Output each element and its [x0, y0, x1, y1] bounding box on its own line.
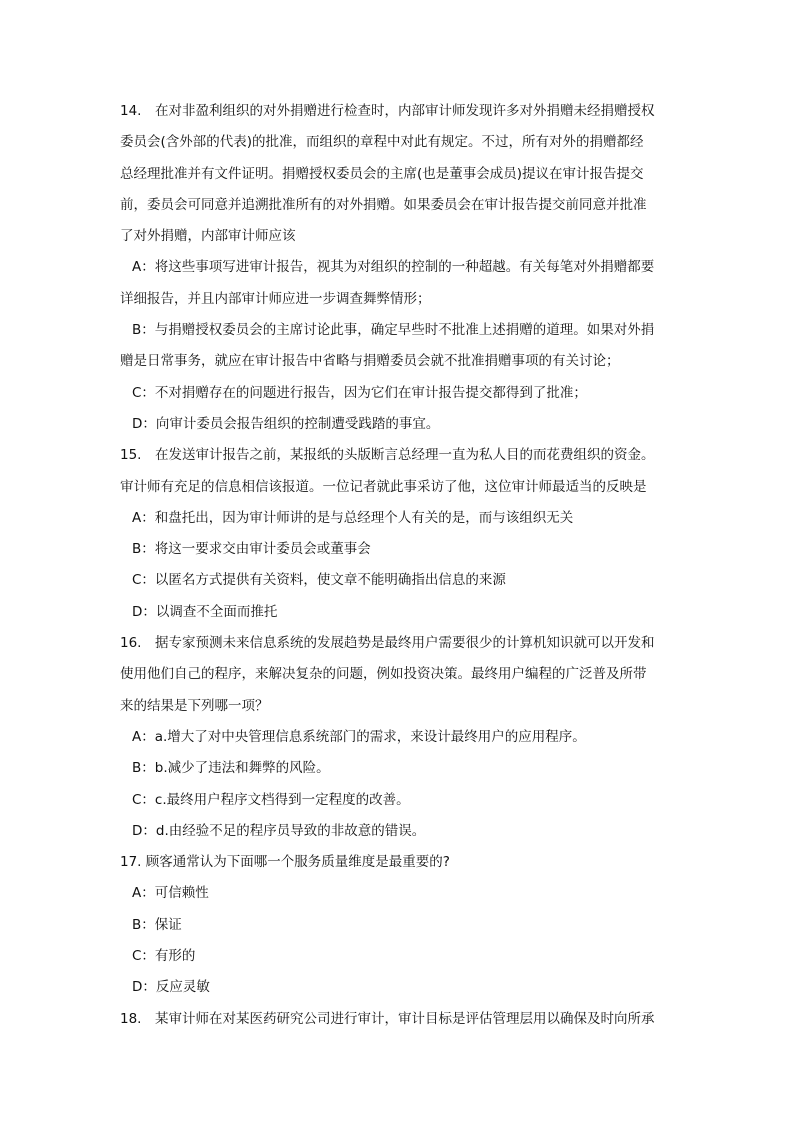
answer-option — [120, 409, 676, 440]
answer-option — [120, 597, 676, 628]
option-text-line: A：可信赖性 — [132, 885, 209, 902]
option-text-line: 赠是日常事务，就应在审计报告中省略与捐赠委员会就不批准捐赠事项的有关讨论； — [120, 353, 620, 370]
question-text-line: 使用他们自己的程序，来解决复杂的问题，例如投资决策。最终用户编程的广泛普及所带 — [120, 666, 647, 683]
question-text-line: 前，委员会可同意并追溯批准所有的对外捐赠。如果委员会在审计报告提交前同意并批准 — [120, 196, 647, 213]
question-text-line: 15. 在发送审计报告之前，某报纸的头版断言总经理一直为私人目的而花费组织的资金。 — [120, 447, 655, 464]
question-text-line: 18. 某审计师在对某医药研究公司进行审计，审计目标是评估管理层用以确保及时向所承 — [120, 1010, 655, 1027]
option-text-line: C：以匿名方式提供有关资料，使文章不能明确指出信息的来源 — [132, 572, 506, 589]
answer-option — [120, 816, 676, 847]
question-text-line: 16. 据专家预测未来信息系统的发展趋势是最终用户需要很少的计算机知识就可以开发和 — [120, 635, 655, 652]
question-text-line: 14. 在对非盈利组织的对外捐赠进行检查时，内部审计师发现许多对外捐赠未经捐赠授权 — [120, 103, 655, 119]
question-block — [120, 1004, 676, 1035]
answer-option — [120, 910, 676, 941]
question-block — [120, 440, 676, 628]
question-list — [120, 96, 676, 1035]
answer-option — [120, 534, 676, 565]
question-text-line: 总经理批准并有文件证明。捐赠授权委员会的主席(也是董事会成员)提议在审计报告提交 — [120, 165, 644, 182]
answer-option — [120, 785, 676, 816]
option-text-line: C：c.最终用户程序文档得到一定程度的改善。 — [132, 791, 410, 808]
question-block — [120, 96, 676, 440]
answer-option — [120, 941, 676, 972]
question-text-line: 委员会(含外部的代表)的批准，而组织的章程中对此有规定。不过，所有对外的捐赠都经 — [120, 134, 644, 151]
option-text-line: B：与捐赠授权委员会的主席讨论此事，确定早些时不批准上述捐赠的道理。如果对外捐 — [132, 322, 655, 339]
option-text-line: B：b.减少了违法和舞弊的风险。 — [132, 760, 330, 777]
answer-option — [120, 722, 676, 753]
option-text-line: 详细报告，并且内部审计师应进一步调查舞弊情形； — [120, 290, 431, 307]
answer-option — [120, 252, 676, 315]
answer-option — [120, 315, 676, 378]
question-text-line: 来的结果是下列哪一项？ — [120, 697, 269, 714]
answer-option — [120, 565, 676, 596]
option-text-line: B：保证 — [132, 916, 182, 933]
option-text-line: D：反应灵敏 — [132, 979, 210, 996]
question-text-line: 17. 顾客通常认为下面哪一个服务质量维度是最重要的? — [120, 854, 450, 871]
option-text-line: C：不对捐赠存在的问题进行报告，因为它们在审计报告提交都得到了批准； — [132, 384, 587, 401]
option-text-line: A：a.增大了对中央管理信息系统部门的需求，来设计最终用户的应用程序。 — [132, 728, 586, 745]
question-block — [120, 847, 676, 1003]
option-text-line: C：有形的 — [132, 948, 196, 965]
question-text-line: 了对外捐赠，内部审计师应该 — [120, 228, 296, 245]
answer-option — [120, 503, 676, 534]
answer-option — [120, 972, 676, 1003]
question-block — [120, 628, 676, 847]
option-text-line: A：和盘托出，因为审计师讲的是与总经理个人有关的是，而与该组织无关 — [132, 509, 574, 526]
option-text-line: D：d.由经验不足的程序员导致的非故意的错误。 — [132, 822, 426, 839]
answer-option — [120, 753, 676, 784]
option-text-line: D：向审计委员会报告组织的控制遭受践踏的事宜。 — [132, 415, 440, 432]
question-text-line: 审计师有充足的信息相信该报道。一位记者就此事采访了他，这位审计师最适当的反映是 — [120, 478, 647, 495]
option-text-line: A：将这些事项写进审计报告，视其为对组织的控制的一种超越。有关每笔对外捐赠都要 — [132, 259, 655, 276]
answer-option — [120, 878, 676, 909]
option-text-line: B：将这一要求交由审计委员会或董事会 — [132, 541, 371, 558]
answer-option — [120, 378, 676, 409]
option-text-line: D：以调查不全面而推托 — [132, 603, 278, 620]
